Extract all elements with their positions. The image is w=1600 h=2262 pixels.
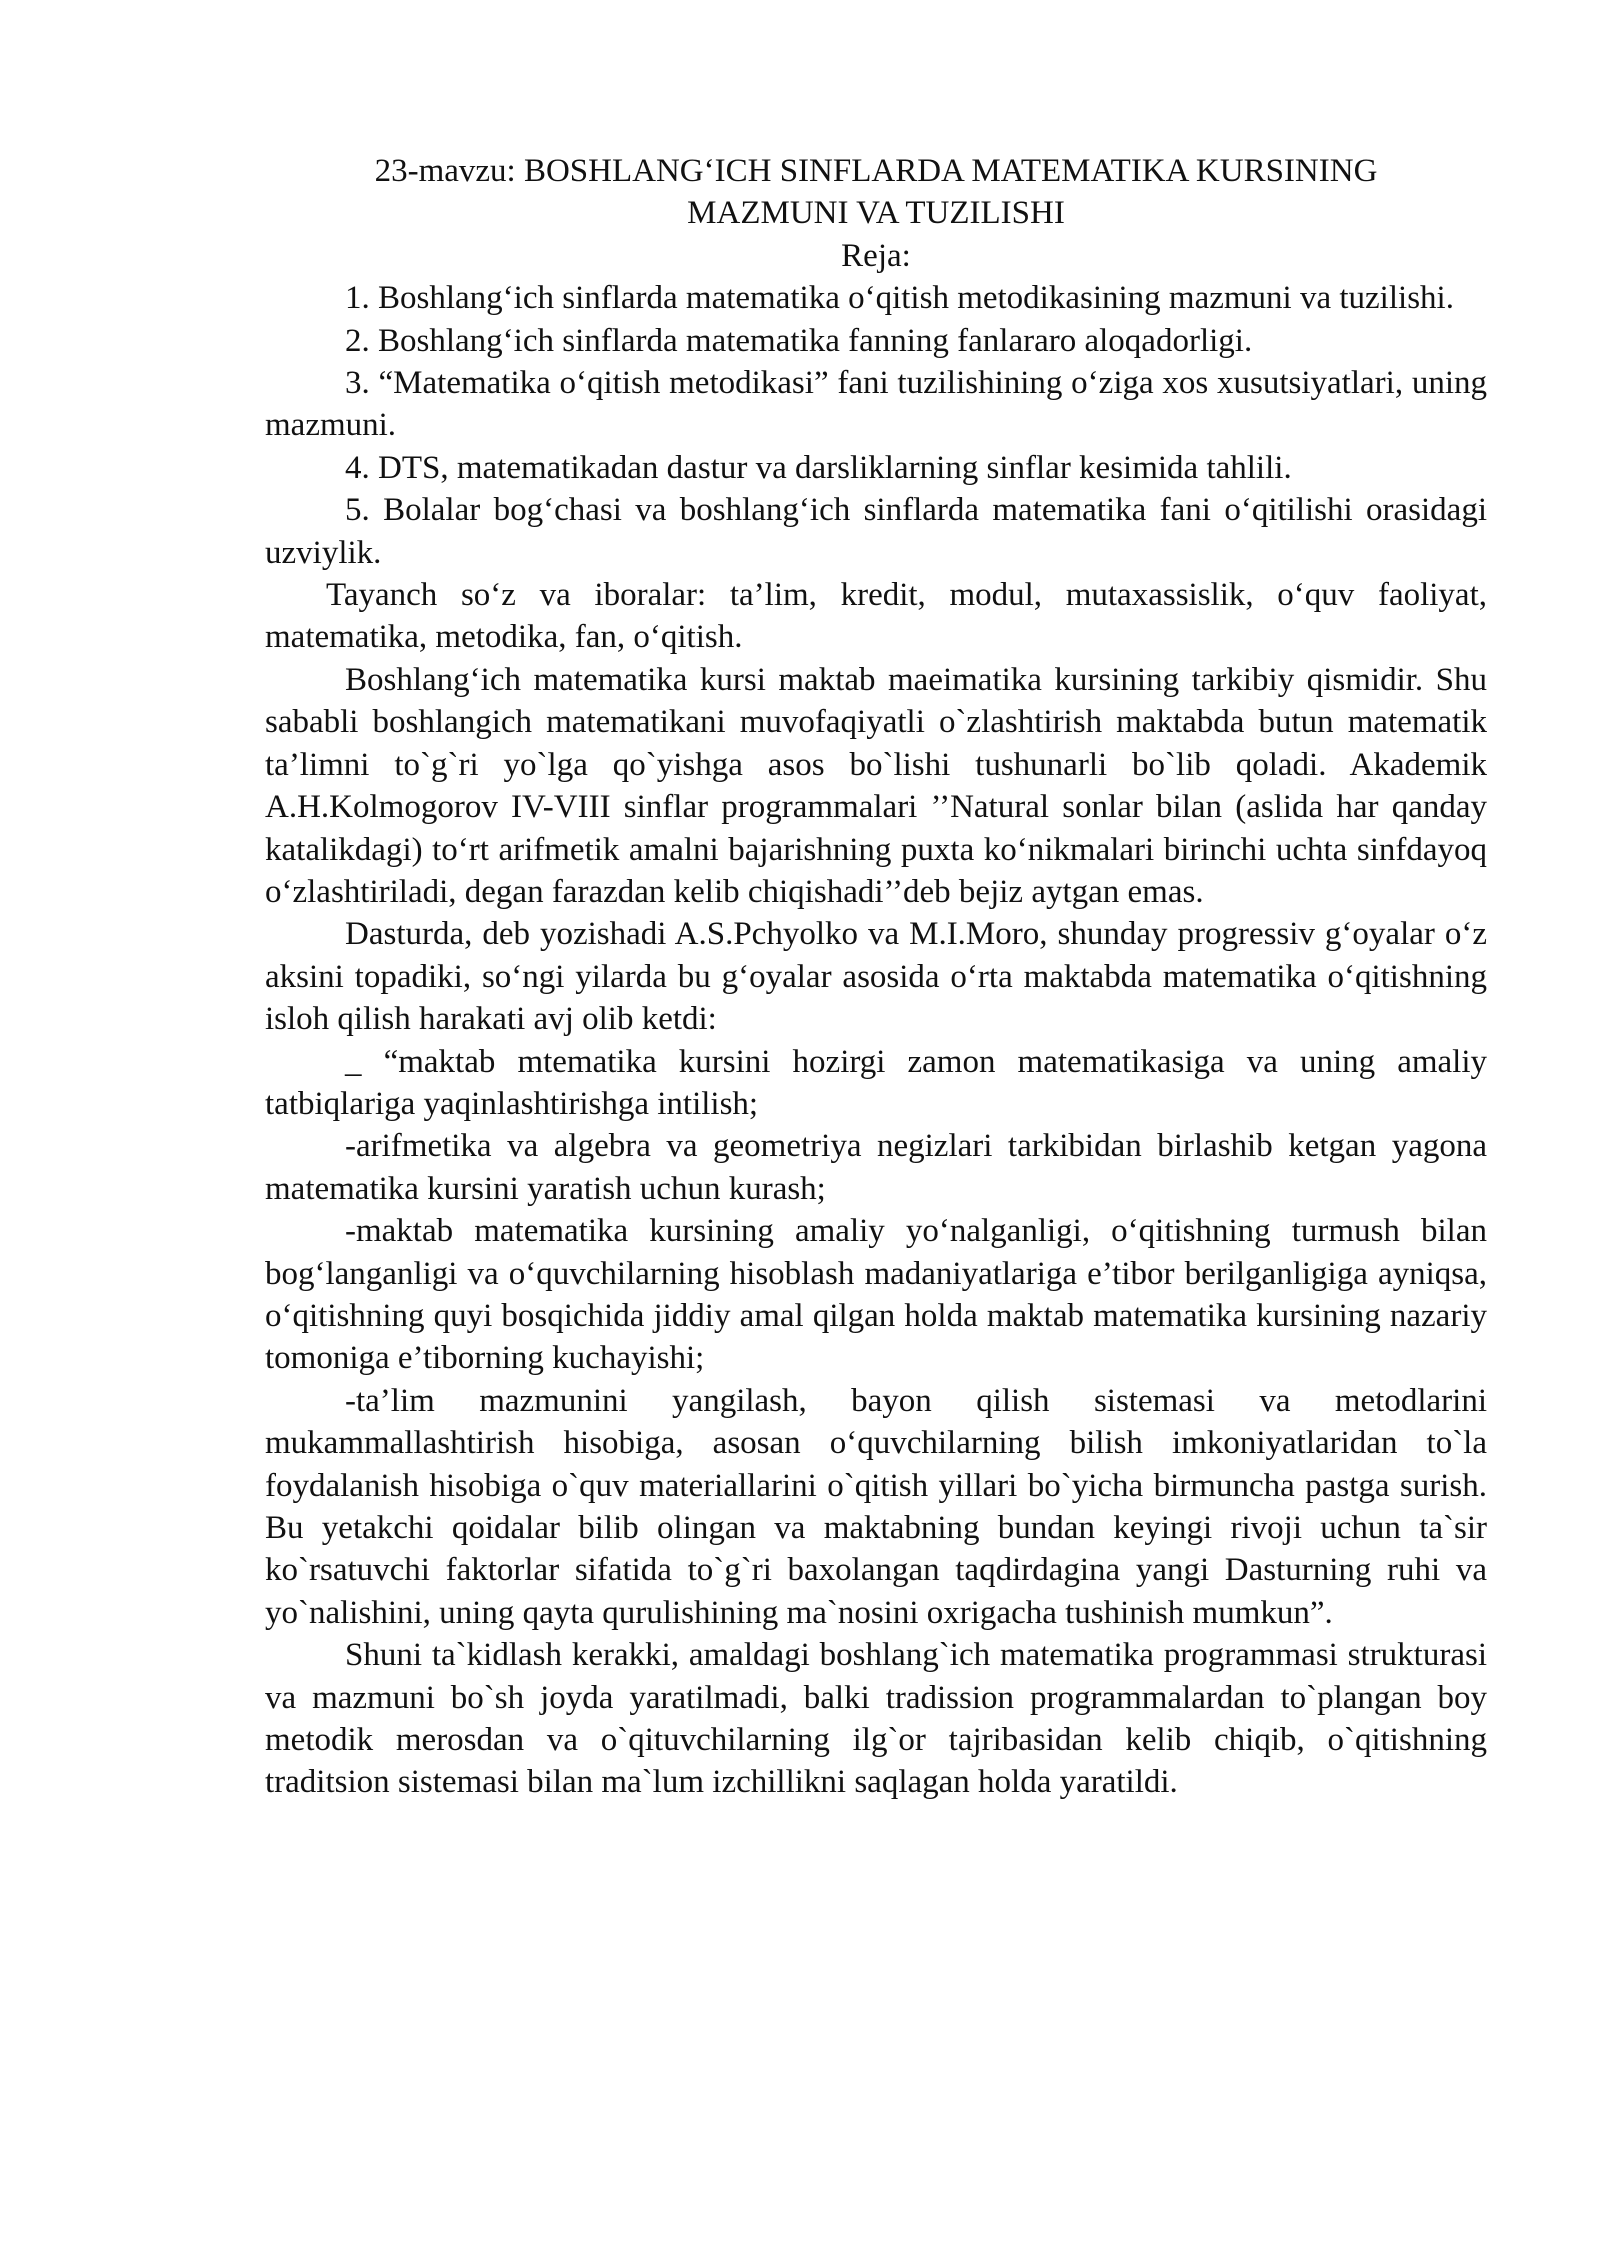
body-paragraph-6: -ta’lim mazmunini yangilash, bayon qilish sistemasi va metodlarini mukammallashtirish hisobiga, asosan o‘quvchilarning bilish imkoniyatlaridan to`la foydalanish hisobiga o`quv materiallarini o`qitish yillari bo`yicha birmuncha pastga surish. Bu yetakchi qoidalar bilib olingan va maktabning bundan keyingi rivoji uchun ta`sir ko`rsatuvchi faktorlar sifatida to`g`ri baxolangan taqdirdagina yangi Dasturning ruhi va yo`nalishini, uning qayta qurulishining ma`nosini oxrigacha tushinish mumkun”. (265, 1382, 1487, 1631)
keywords-paragraph: Tayanch so‘z va iboralar: ta’lim, kredit, modul, mutaxassislik, o‘quv faoliyat, matematika, metodika, fan, o‘qitish. (265, 577, 1487, 656)
title-line-1: 23-mavzu: BOSHLANG‘ICH SINFLARDA MATEMATIKA KURSINING (374, 153, 1378, 189)
body-paragraph-5: -maktab matematika kursining amaliy yo‘nalganligi, o‘qitishning turmush bilan bog‘langanligi va o‘quvchilarning hisoblash madaniyatlariga e’tibor berilganligiga ayniqsa, o‘qitishning quyi bosqichida jiddiy amal qilgan holda maktab matematika kursining nazariy tomoniga e’tiborning kuchayishi; (265, 1213, 1487, 1377)
body-paragraph-2: Dasturda, deb yozishadi A.S.Pchyolko va M.I.Moro, shunday progressiv g‘oyalar o‘z aksini topadiki, so‘ngi yilarda bu g‘oyalar asosida o‘rta maktabda matematika o‘qitishning isloh qilish harakati avj olib ketdi: (265, 916, 1487, 1038)
plan-item-3: 3. “Matematika o‘qitish metodikasi” fani tuzilishining o‘ziga xos xusutsiyatlari, uning mazmuni. (265, 365, 1487, 444)
plan-item-2: 2. Boshlang‘ich sinflarda matematika fanning fanlararo aloqadorligi. (345, 322, 1253, 359)
body-paragraph-7: Shuni ta`kidlash kerakki, amaldagi boshlang`ich matematika programmasi strukturasi va mazmuni bo`sh joyda yaratilmadi, balki tradission programmalardan to`plangan boy metodik merosdan va o`qituvchilarning ilg`or tajribasidan kelib chiqib, o`qitishning traditsion sistemasi bilan ma`lum izchillikni saqlagan holda yaratildi. (265, 1637, 1487, 1801)
plan-heading: Reja: (841, 237, 911, 274)
title-line-2: MAZMUNI VA TUZILISHI (687, 195, 1065, 232)
body-paragraph-1: Boshlang‘ich matematika kursi maktab maeimatika kursining tarkibiy qismidir. Shu sababli boshlangich matematikani muvofaqiyatli o`zlashtirish maktabda butun matematik ta’limni to`g`ri yo`lga qo`yishga asos bo`lishi tushunarli bo`lib qoladi. Akademik A.H.Kolmogorov IV-VIII sinflar programmalari ’’Natural sonlar bilan (aslida har qanday katalikdagi) to‘rt arifmetik amalni bajarishning puxta ko‘nikmalari birinchi uchta sinfdayoq o‘zlashtiriladi, degan farazdan kelib chiqishadi’’deb bejiz aytgan emas. (265, 661, 1487, 910)
plan-item-5: 5. Bolalar bog‘chasi va boshlang‘ich sinflarda matematika fani o‘qitilishi orasidagi uzviylik. (265, 492, 1487, 571)
document-page (265, 150, 1487, 1804)
plan-item-4: 4. DTS, matematikadan dastur va darsliklarning sinflar kesimida tahlili. (345, 449, 1292, 486)
body-paragraph-3: _ “maktab mtematika kursini hozirgi zamon matematikasiga va uning amaliy tatbiqlariga yaqinlashtirishga intilish; (265, 1043, 1487, 1122)
body-paragraph-4: -arifmetika va algebra va geometriya negizlari tarkibidan birlashib ketgan yagona matematika kursini yaratish uchun kurash; (265, 1128, 1487, 1207)
plan-item-1: 1. Boshlang‘ich sinflarda matematika o‘qitish metodikasining mazmuni va tuzilishi. (345, 280, 1454, 317)
